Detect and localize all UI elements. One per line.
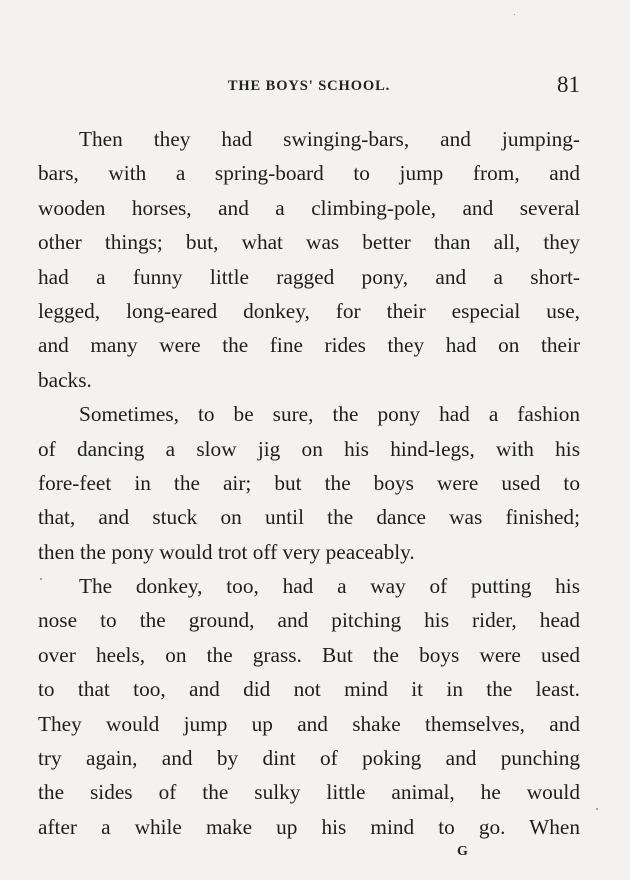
text-line: wooden horses, and a climbing-pole, and several (38, 195, 580, 220)
text-line: the sides of the sulky little animal, he would (38, 780, 580, 805)
text-line: then the pony would trot off very peaceably. (38, 539, 415, 564)
paper-speck (596, 808, 598, 810)
text-line: Then they had swinging-bars, and jumping- (79, 127, 580, 151)
paragraph-3 (38, 569, 580, 844)
text-line: try again, and by dint of poking and punching (38, 746, 580, 771)
text-line: nose to the ground, and pitching his rider, head (38, 608, 580, 633)
running-title: THE BOYS' SCHOOL. (227, 78, 391, 94)
text-line: over heels, on the grass. But the boys were used (38, 642, 580, 667)
text-line: Sometimes, to be sure, the pony had a fashion (79, 402, 580, 427)
text-line: backs. (38, 367, 92, 392)
body-text (38, 122, 580, 844)
page-number: 81 (557, 72, 580, 97)
text-line: that, and stuck on until the dance was finished; (38, 505, 580, 530)
text-line: They would jump up and shake themselves, and (38, 711, 580, 736)
text-line: bars, with a spring-board to jump from, and (38, 161, 580, 186)
text-line: had a funny little ragged pony, and a short- (38, 264, 580, 289)
text-line: legged, long-eared donkey, for their especial use, (38, 298, 580, 323)
text-line: to that too, and did not mind it in the least. (38, 677, 580, 702)
text-line: after a while make up his mind to go. When (38, 814, 580, 839)
paper-speck (514, 14, 515, 15)
paragraph-1 (38, 122, 580, 397)
paragraph-2 (38, 397, 580, 569)
text-line: and many were the fine rides they had on their (38, 333, 580, 358)
paper-speck (40, 578, 42, 580)
text-line: fore-feet in the air; but the boys were used to (38, 470, 580, 495)
text-line: other things; but, what was better than all, they (38, 230, 580, 255)
text-line: The donkey, too, had a way of putting his (79, 574, 580, 599)
running-head (38, 72, 580, 102)
signature-mark: G (457, 844, 468, 859)
text-line: of dancing a slow jig on his hind-legs, with his (38, 436, 580, 461)
